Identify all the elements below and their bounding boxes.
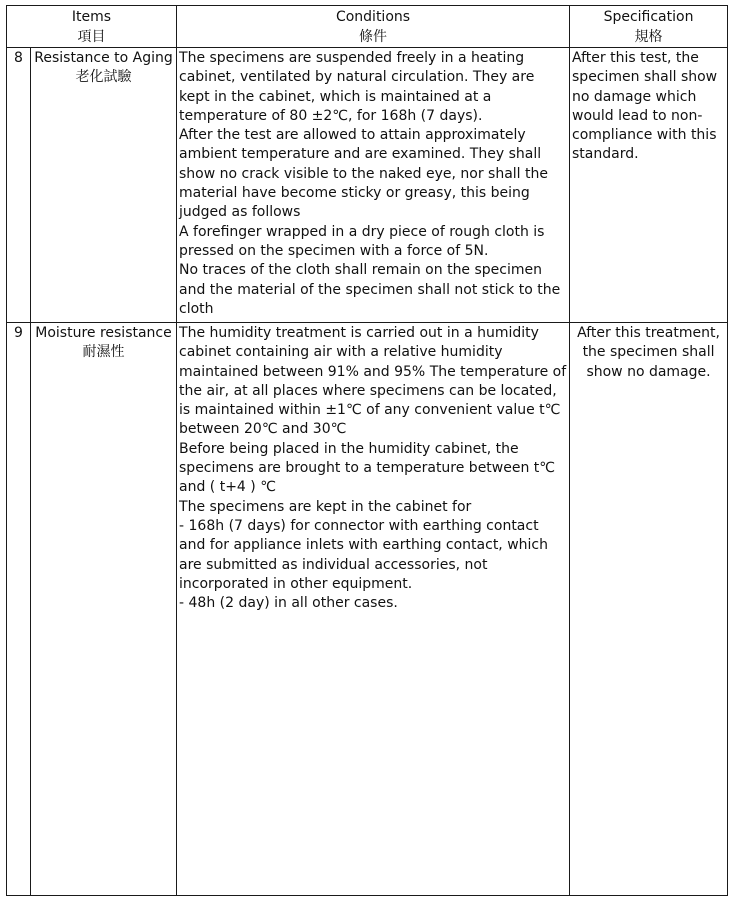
item-name-zh: 耐濕性 [82,344,125,361]
specification-cell: After this treatment, the specimen shall show no damage. [570,323,728,896]
condition-paragraph: The specimens are kept in the cabinet for [179,498,472,515]
specification-header-zh: 規格 [634,29,663,45]
item-name-en: Resistance to Aging [34,50,173,66]
condition-paragraph: Before being placed in the humidity cabinet, the specimens are brought to a temperature between t℃ and ( t+4 ) ℃ [179,440,556,496]
condition-paragraph: The humidity treatment is carried out in a humidity cabinet containing air with a relative humidity maintained between 91% and 95% The temperature of the air, at all places where specimens can be located, is maintained within ±1℃ of any convenient value t℃ between 20℃ and 30℃ [179,325,567,438]
items-header-zh: 項目 [77,29,106,45]
row-number: 8 [7,48,31,323]
conditions-header-en: Conditions [335,9,411,25]
item-cell [31,323,177,896]
specification-cell: After this test, the specimen shall show no damage which would lead to non-compliance with this standard. [570,48,728,323]
conditions-header-zh: 條件 [359,29,388,45]
header-row [7,6,728,48]
condition-paragraph: - 48h (2 day) in all other cases. [179,595,398,612]
specification-header-en: Specification [603,9,694,25]
conditions-header [177,6,570,48]
condition-paragraph: No traces of the cloth shall remain on the specimen and the material of the specimen shall not stick to the cloth [179,262,561,317]
condition-paragraph: After the test are allowed to attain approximately ambient temperature and are examined. They shall show no crack visible to the naked eye, nor shall the material have become sticky or greasy, this being judged as follows [179,127,548,221]
table-row [7,48,728,323]
table-row [7,323,728,896]
items-header [7,6,177,48]
item-cell [31,48,177,323]
conditions-cell [177,48,570,323]
condition-paragraph: - 168h (7 days) for connector with earthing contact and for appliance inlets with earthing contact, which are submitted as individual accessories, not incorporated in other equipment. [179,517,548,592]
item-name-en: Moisture resistance [35,325,172,341]
specification-table [6,5,728,896]
condition-paragraph: A forefinger wrapped in a dry piece of rough cloth is pressed on the specimen with a force of 5N. [179,223,545,259]
condition-paragraph: The specimens are suspended freely in a heating cabinet, ventilated by natural circulation. They are kept in the cabinet, which is maintained at a temperature of 80 ±2℃, for 168h (7 days). [179,50,535,124]
items-header-en: Items [71,9,112,25]
item-name-zh: 老化試驗 [75,69,132,86]
conditions-cell [177,323,570,896]
specification-header [570,6,728,48]
row-number: 9 [7,323,31,896]
